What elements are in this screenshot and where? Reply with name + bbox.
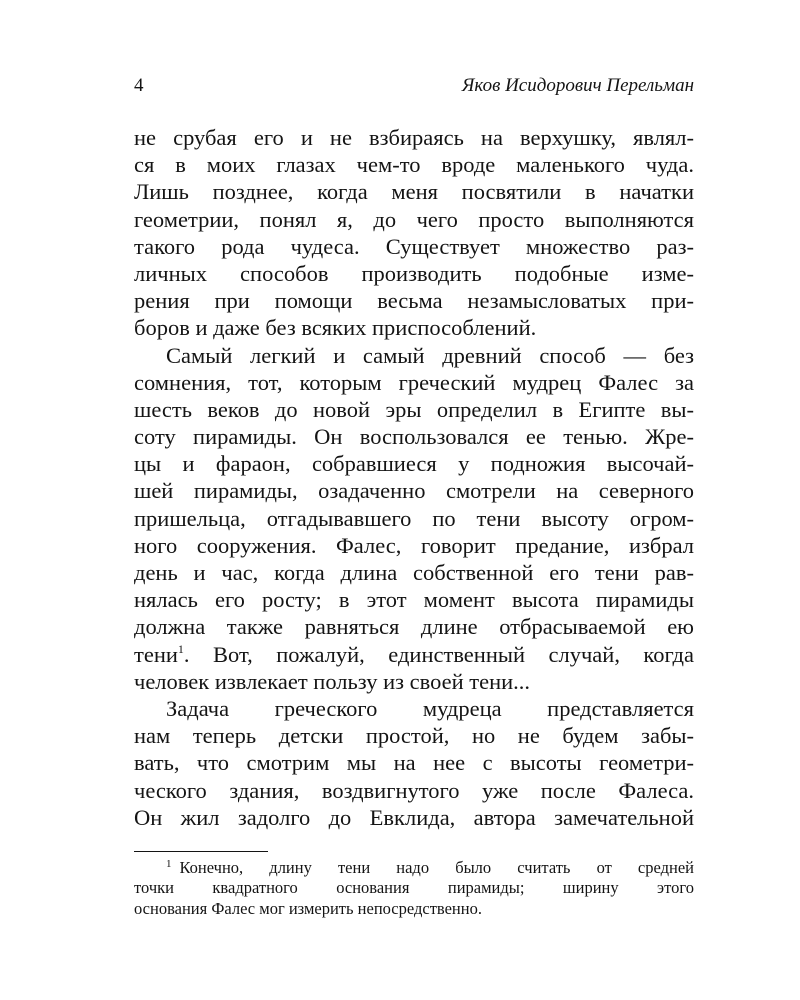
footnote-line: основания Фалес мог измерить непосредственно. [134,898,482,918]
text-line: Задача греческого мудреца представляется [166,695,694,721]
footnote-line: точки квадратного основания пирамиды; ширину этого [134,878,694,898]
text-line-with-footnote [134,641,694,668]
footnote-text: Конечно, длину тени надо было считать от средней [179,857,694,877]
text-line: ческого здания, воздвигнутого уже после Фалеса. [134,777,694,803]
text-line: Лишь позднее, когда меня посвятили в начатки [134,179,694,205]
text-line: шей пирамиды, озадаченно смотрели на северного [134,478,694,504]
text-line: должна также равняться длине отбрасываемой ею [134,614,694,640]
page-number: 4 [134,75,144,96]
footnote-ref: 1 [177,641,184,656]
text-line: пришельца, отгадывавшего по тени высоту огром- [134,505,694,531]
text-line: личных способов производить подобные изме- [134,260,694,286]
body-text [134,124,694,831]
text-line: ного сооружения. Фалес, говорит предание, избрал [134,532,694,558]
text-line: рения при помощи весьма незамысловатых при- [134,288,694,314]
text-line: Он жил задолго до Евклида, автора замечательной [134,804,694,830]
header-author: Яков Исидорович Перельман [461,75,694,96]
footnote-line [134,858,694,879]
book-page [134,74,694,919]
text-line: Самый легкий и самый древний способ — без [166,342,694,368]
line-start: тени [134,641,178,667]
text-line: нялась его росту; в этот момент высота пирамиды [134,587,694,613]
text-line: вать, что смотрим мы на нее с высоты геометри- [134,750,694,776]
text-line: боров и даже без всяких приспособлений. [134,315,537,341]
text-line: день и час, когда длина собственной его тени рав- [134,560,694,585]
running-head [134,74,694,98]
text-line: такого рода чудеса. Существует множество раз- [134,233,694,259]
text-line: нам теперь детски простой, но не будем забы- [134,723,694,749]
text-line: цы и фараон, собравшиеся у подножия высочай- [134,451,694,477]
text-line: ся в моих глазах чем-то вроде маленького чуда. [134,152,694,178]
footnotes [134,858,694,920]
text-line: человек извлекает пользу из своей тени... [134,668,531,694]
footnote-divider [134,851,268,852]
text-line: шесть веков до новой эры определил в Египте вы- [134,396,694,422]
text-line: соту пирамиды. Он воспользовался ее тенью. Жре- [134,424,694,450]
footnote-mark: 1 [166,857,172,870]
text-line: сомнения, тот, которым греческий мудрец Фалес за [134,369,694,395]
text-line: геометрии, понял я, до чего просто выполняются [134,206,694,232]
text-line: не срубая его и не взбираясь на верхушку, являл- [134,125,694,150]
line-end: . Вот, пожалуй, единственный случай, когда [183,641,694,667]
